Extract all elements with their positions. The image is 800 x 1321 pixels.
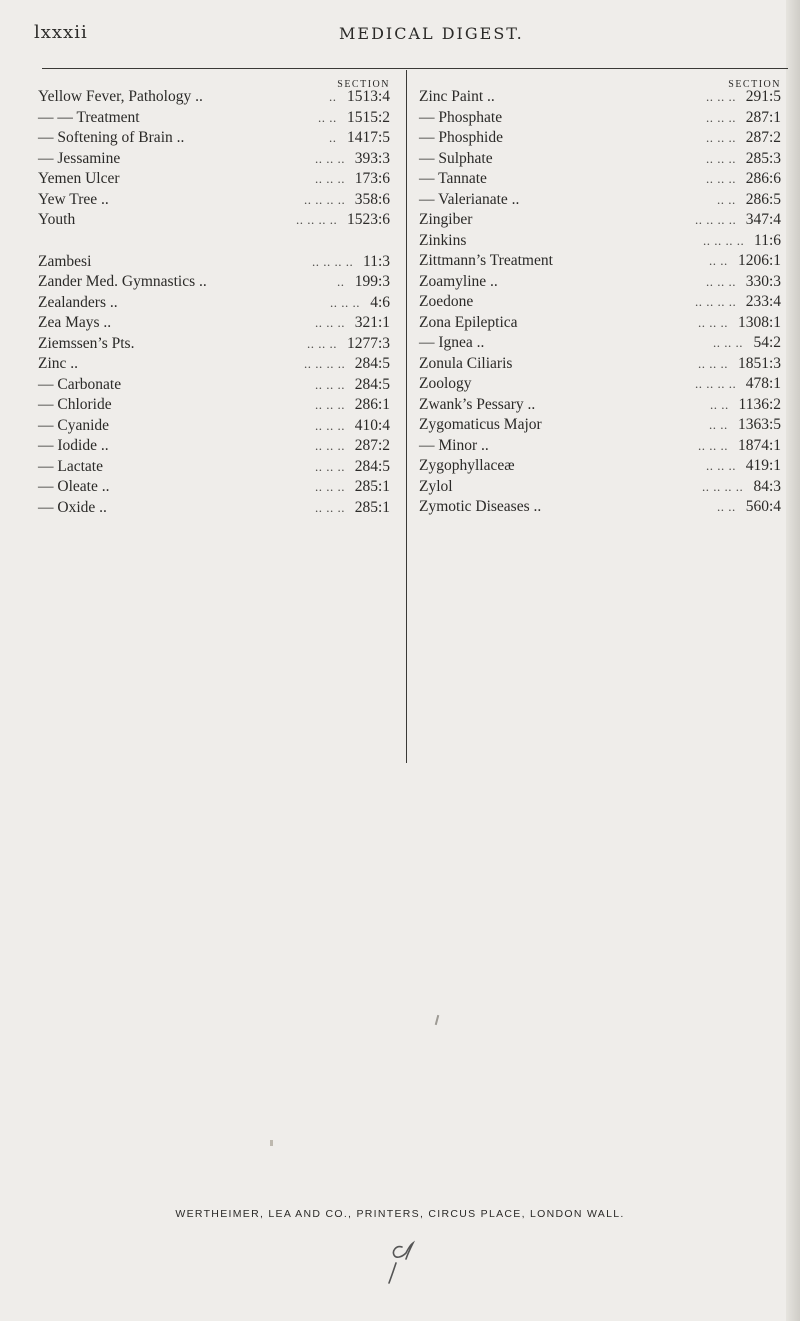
entry-term: — Iodide .. (38, 437, 109, 454)
entry-term: Yew Tree .. (38, 190, 109, 208)
entry-section-ref: 284:5 (354, 375, 390, 393)
entry-term: Yemen Ulcer (38, 170, 120, 187)
entry-section-ref: 410:4 (354, 416, 390, 434)
entry-leader-dots: .. (337, 274, 345, 289)
entry-leader-dots: .. .. .. (315, 397, 345, 412)
entry-term: Zinc .. (38, 355, 79, 372)
entry-term: — Phosphide (419, 129, 503, 146)
entry-leader-dots: .. .. .. (706, 150, 736, 166)
entry-section-ref: 199:3 (354, 273, 390, 290)
entry-term: Zona Epileptica (419, 313, 518, 331)
entry-leader-dots: .. .. .. (706, 458, 736, 473)
entry-leader-dots: .. .. (717, 191, 736, 207)
entry-leader-dots: .. .. .. (315, 150, 345, 166)
entry-leader-dots: .. .. .. (698, 437, 728, 453)
entry-leader-dots: .. .. .. .. (702, 478, 744, 494)
index-entry (38, 293, 394, 314)
index-entry (419, 292, 785, 313)
entry-section-ref: 287:2 (354, 437, 390, 454)
top-rule (42, 68, 788, 69)
index-entry (419, 169, 785, 190)
entry-leader-dots: .. .. (710, 396, 729, 412)
index-entry (419, 374, 785, 395)
entry-section-ref: 84:3 (753, 477, 781, 495)
index-entry (38, 416, 394, 437)
entry-term: — Tannate (419, 170, 487, 187)
index-entry (38, 334, 394, 355)
section-header-right: SECTION (728, 79, 781, 90)
entry-section-ref: 284:5 (354, 457, 390, 475)
entry-term: — Valerianate .. (419, 190, 520, 208)
entry-section-ref: 393:3 (354, 149, 390, 167)
entry-section-ref: 291:5 (745, 88, 781, 105)
entry-section-ref: 347:4 (745, 211, 781, 228)
entry-term: Yellow Fever, Pathology .. (38, 88, 203, 105)
index-entry (38, 354, 394, 375)
entry-section-ref: 173:6 (354, 170, 390, 187)
entry-leader-dots: .. (329, 130, 337, 145)
entry-term: Ziemssen’s Pts. (38, 334, 135, 352)
entry-leader-dots: .. .. .. .. (304, 356, 346, 371)
entry-leader-dots: .. .. .. (315, 438, 345, 453)
entry-leader-dots: .. .. .. (706, 130, 736, 145)
index-entry (38, 87, 394, 108)
entry-term: — Oxide .. (38, 498, 107, 516)
entry-term: Zymotic Diseases .. (419, 498, 542, 515)
entry-term: — Sulphate (419, 149, 493, 167)
entry-leader-dots: .. .. .. (706, 273, 736, 289)
index-entry (419, 436, 785, 457)
entry-term: Zinkins (419, 231, 467, 249)
entry-leader-dots: .. .. .. (706, 171, 736, 186)
running-head (0, 22, 800, 50)
index-entry (38, 272, 394, 293)
entry-section-ref: 321:1 (354, 314, 390, 331)
entry-section-ref: 4:6 (370, 293, 390, 311)
entry-section-ref: 1136:2 (738, 395, 781, 413)
entry-leader-dots: .. .. (717, 499, 736, 514)
entry-section-ref: 1851:3 (737, 354, 781, 372)
page-number: lxxxii (34, 22, 88, 43)
entry-term: Zylol (419, 477, 453, 495)
index-entry (38, 395, 394, 416)
index-entry (38, 128, 394, 149)
entry-section-ref: 287:2 (745, 129, 781, 146)
entry-term: Zoology (419, 375, 472, 392)
left-index-column (38, 79, 394, 518)
entry-section-ref: 1363:5 (737, 416, 781, 433)
index-entry (38, 169, 394, 190)
entry-section-ref: 1523:6 (346, 211, 390, 228)
entry-term: Zygophyllaceæ (419, 457, 515, 474)
index-entry (419, 333, 785, 354)
entry-term: — Minor .. (419, 436, 489, 454)
index-entry (38, 190, 394, 211)
index-entry (419, 477, 785, 498)
entry-leader-dots: .. .. (318, 109, 337, 125)
entry-section-ref: 330:3 (745, 272, 781, 290)
entry-term: — — Treatment (38, 108, 140, 126)
entry-term: — Jessamine (38, 149, 121, 167)
entry-section-ref: 560:4 (745, 498, 781, 515)
index-entry (419, 395, 785, 416)
entry-section-ref: 478:1 (745, 375, 781, 392)
entry-leader-dots: .. (329, 89, 337, 104)
entry-leader-dots: .. .. .. .. (695, 376, 737, 391)
entry-term: Zittmann’s Treatment (419, 252, 553, 269)
entry-leader-dots: .. .. .. .. (695, 212, 737, 227)
entry-leader-dots: .. .. .. (315, 458, 345, 474)
index-entry (38, 498, 394, 519)
entry-term: Zea Mays .. (38, 314, 112, 331)
entry-section-ref: 285:1 (354, 478, 390, 495)
entry-leader-dots: .. .. .. (315, 171, 345, 186)
column-divider (406, 70, 407, 763)
entry-leader-dots: .. .. .. (706, 109, 736, 125)
entry-section-ref: 285:3 (745, 149, 781, 167)
entry-leader-dots: .. .. .. (315, 417, 345, 433)
section-header-left: SECTION (337, 79, 390, 90)
entry-term: Zwank’s Pessary .. (419, 395, 536, 413)
entry-section-ref: 1206:1 (737, 252, 781, 269)
entry-leader-dots: .. .. .. .. (703, 232, 745, 248)
index-entry (419, 251, 785, 272)
entry-term: Zambesi (38, 252, 92, 270)
print-speck (435, 1015, 440, 1025)
entry-leader-dots: .. .. .. (713, 335, 743, 350)
index-entry (419, 415, 785, 436)
index-entry (419, 497, 785, 518)
index-entry (419, 456, 785, 477)
entry-leader-dots: .. .. .. .. (296, 212, 338, 227)
entry-section-ref: 11:6 (754, 231, 781, 249)
index-entry (419, 210, 785, 231)
entry-section-ref: 54:2 (753, 334, 781, 351)
entry-leader-dots: .. .. .. (315, 479, 345, 494)
entry-leader-dots: .. .. .. .. (304, 191, 346, 207)
entry-leader-dots: .. .. .. (315, 376, 345, 392)
entry-leader-dots: .. .. (709, 253, 728, 268)
entry-leader-dots: .. .. (709, 417, 728, 432)
index-entry (419, 108, 785, 129)
index-entry (38, 108, 394, 129)
index-entry (38, 252, 394, 273)
entry-section-ref: 1277:3 (346, 334, 390, 352)
index-entry (419, 190, 785, 211)
entry-term: Youth (38, 211, 76, 228)
index-entry (419, 87, 785, 108)
entry-section-ref: 286:6 (745, 170, 781, 187)
entry-section-ref: 1515:2 (346, 108, 390, 126)
printer-imprint: WERTHEIMER, LEA AND CO., PRINTERS, CIRCUS PLACE, LONDON WALL. (175, 1208, 625, 1220)
entry-term: — Chloride (38, 396, 112, 413)
entry-section-ref: 286:1 (354, 396, 390, 413)
entry-section-ref: 1308:1 (737, 313, 781, 331)
entry-section-ref: 1513:4 (346, 88, 390, 105)
entry-term: — Carbonate (38, 375, 122, 393)
index-entry (419, 128, 785, 149)
page-title: MEDICAL DIGEST. (339, 24, 524, 43)
handwritten-mark (380, 1233, 430, 1289)
entry-term: — Oleate .. (38, 478, 110, 495)
index-entry (38, 313, 394, 334)
print-speck (270, 1140, 273, 1146)
entry-term: Zinc Paint .. (419, 88, 495, 105)
entry-term: — Ignea .. (419, 334, 485, 351)
entry-term: — Softening of Brain .. (38, 129, 185, 146)
entry-section-ref: 11:3 (363, 252, 390, 270)
index-entry (419, 354, 785, 375)
entry-section-ref: 419:1 (745, 457, 781, 474)
index-entry (38, 457, 394, 478)
entry-term: Zander Med. Gymnastics .. (38, 273, 207, 290)
entry-section-ref: 1874:1 (737, 436, 781, 454)
entry-section-ref: 233:4 (745, 293, 781, 310)
entry-section-ref: 1417:5 (346, 129, 390, 146)
entry-section-ref: 284:5 (354, 355, 390, 372)
entry-leader-dots: .. .. .. .. (695, 294, 737, 309)
index-entry (419, 231, 785, 252)
entry-term: Zingiber (419, 211, 473, 228)
entry-leader-dots: .. .. .. (330, 294, 360, 310)
entry-leader-dots: .. .. .. (706, 89, 736, 104)
entry-term: Zealanders .. (38, 293, 118, 311)
entry-section-ref: 286:5 (745, 190, 781, 208)
page-edge (786, 0, 800, 1321)
entry-term: Zoedone (419, 293, 474, 310)
entry-section-ref: 358:6 (354, 190, 390, 208)
index-entry (38, 149, 394, 170)
entry-term: — Cyanide (38, 416, 110, 434)
right-index-column (419, 79, 785, 518)
index-entry (38, 375, 394, 396)
index-entry (38, 436, 394, 457)
entry-leader-dots: .. .. .. (698, 355, 728, 371)
index-entry (419, 272, 785, 293)
index-entry (419, 313, 785, 334)
entry-term: Zygomaticus Major (419, 416, 542, 433)
entry-term: — Lactate (38, 457, 103, 475)
index-entry (38, 210, 394, 231)
entry-leader-dots: .. .. .. .. (312, 253, 354, 269)
entry-leader-dots: .. .. .. (307, 335, 337, 351)
index-entry (38, 477, 394, 498)
entry-term: Zonula Ciliaris (419, 354, 513, 372)
index-entry (419, 149, 785, 170)
entry-leader-dots: .. .. .. (315, 315, 345, 330)
entry-leader-dots: .. .. .. (698, 314, 728, 330)
entry-term: Zoamyline .. (419, 272, 498, 290)
entry-section-ref: 285:1 (354, 498, 390, 516)
entry-section-ref: 287:1 (745, 108, 781, 126)
entry-leader-dots: .. .. .. (315, 499, 345, 515)
entry-term: — Phosphate (419, 108, 503, 126)
